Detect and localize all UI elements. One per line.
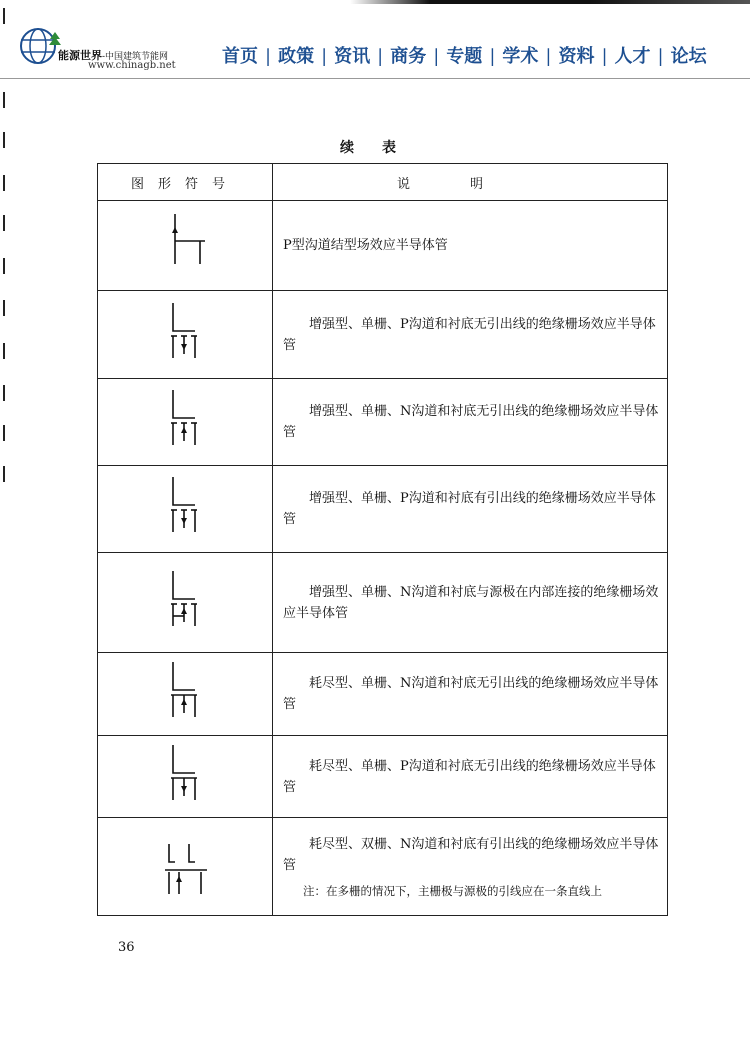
row-description: 耗尽型、单栅、N沟道和衬底无引出线的绝缘栅场效应半导体管 (283, 676, 659, 712)
nav-link[interactable]: 商务 (390, 46, 427, 67)
description-cell (273, 466, 668, 553)
header-description: 说明 (273, 164, 668, 201)
site-header (0, 0, 750, 79)
nav-link[interactable]: 学术 (502, 46, 539, 67)
symbol-table (97, 163, 668, 916)
description-cell (273, 736, 668, 818)
symbol-cell (98, 553, 273, 653)
scan-artifact (3, 425, 5, 441)
dep-single-p-nolead-symbol-icon (155, 795, 215, 814)
scan-artifact (3, 92, 5, 108)
p-jfet-symbol-icon (155, 264, 215, 283)
nav-link[interactable]: 资讯 (334, 46, 371, 67)
dep-single-n-nolead-symbol-icon (155, 712, 215, 731)
table-row (98, 291, 668, 379)
description-cell (273, 379, 668, 466)
enh-single-p-nolead-symbol-icon (155, 353, 215, 372)
nav-separator: | (489, 46, 496, 67)
scan-artifact (3, 343, 5, 359)
description-cell (273, 818, 668, 916)
symbol-cell (98, 653, 273, 736)
nav-separator: | (545, 46, 552, 67)
nav-separator: | (377, 46, 384, 67)
row-description: 耗尽型、双栅、N沟道和衬底有引出线的绝缘栅场效应半导体管 (283, 836, 659, 873)
table-row (98, 379, 668, 466)
scan-artifact (3, 175, 5, 191)
nav-link[interactable]: 资料 (558, 46, 595, 67)
row-description: 增强型、单栅、N沟道和衬底与源极在内部连接的绝缘栅场效应半导体管 (283, 584, 659, 621)
scan-artifact (3, 8, 5, 24)
symbol-cell (98, 291, 273, 379)
nav-separator: | (601, 46, 608, 67)
globe-icon (18, 22, 62, 68)
symbol-cell (98, 818, 273, 916)
nav-link[interactable]: 首页 (222, 46, 258, 67)
nav-link[interactable]: 政策 (278, 46, 315, 67)
dep-dual-n-lead-symbol-icon (155, 885, 215, 904)
row-description: 增强型、单栅、N沟道和衬底无引出线的绝缘栅场效应半导体管 (283, 404, 659, 440)
table-caption: 续表 (340, 140, 424, 156)
nav-separator: | (433, 46, 440, 67)
nav-link[interactable]: 专题 (446, 46, 483, 67)
table-row (98, 736, 668, 818)
main-nav (222, 42, 707, 68)
description-cell (273, 291, 668, 379)
header-symbol: 图形符号 (98, 164, 273, 201)
site-name: 能源世界 (58, 49, 102, 62)
table-row (98, 466, 668, 553)
scan-artifact (3, 132, 5, 148)
symbol-cell (98, 736, 273, 818)
site-url: www.chinagb.net (88, 60, 176, 71)
scan-artifact (3, 466, 5, 482)
table-row (98, 201, 668, 291)
site-logo[interactable] (18, 22, 218, 72)
symbol-cell (98, 379, 273, 466)
row-description: 增强型、单栅、P沟道和衬底有引出线的绝缘栅场效应半导体管 (283, 491, 656, 527)
site-subtitle: -中国建筑节能网 (102, 52, 169, 62)
nav-separator: | (321, 46, 328, 67)
description-cell (273, 653, 668, 736)
page-number: 36 (118, 940, 135, 955)
nav-separator: | (265, 46, 272, 67)
row-description: 增强型、单栅、P沟道和衬底无引出线的绝缘栅场效应半导体管 (283, 316, 656, 353)
enh-single-n-internal-symbol-icon (155, 621, 215, 640)
enh-single-n-nolead-symbol-icon (155, 440, 215, 459)
table-row (98, 653, 668, 736)
description-cell (273, 553, 668, 653)
nav-link[interactable]: 人才 (614, 46, 651, 67)
row-note: 注：在多栅的情况下，主栅极与源极的引线应在一条直线上 (303, 883, 602, 898)
symbol-cell (98, 466, 273, 553)
row-description: P型沟道结型场效应半导体管 (283, 238, 448, 253)
scan-artifact (3, 300, 5, 316)
nav-separator: | (657, 46, 664, 67)
symbol-cell (98, 201, 273, 291)
enh-single-p-lead-symbol-icon (155, 527, 215, 546)
scan-artifact (3, 215, 5, 231)
description-cell (273, 201, 668, 291)
nav-link[interactable]: 论坛 (670, 46, 707, 67)
scan-artifact (3, 385, 5, 401)
table-row (98, 818, 668, 916)
row-description: 耗尽型、单栅、P沟道和衬底无引出线的绝缘栅场效应半导体管 (283, 758, 656, 795)
scan-artifact (3, 258, 5, 274)
table-row (98, 553, 668, 653)
